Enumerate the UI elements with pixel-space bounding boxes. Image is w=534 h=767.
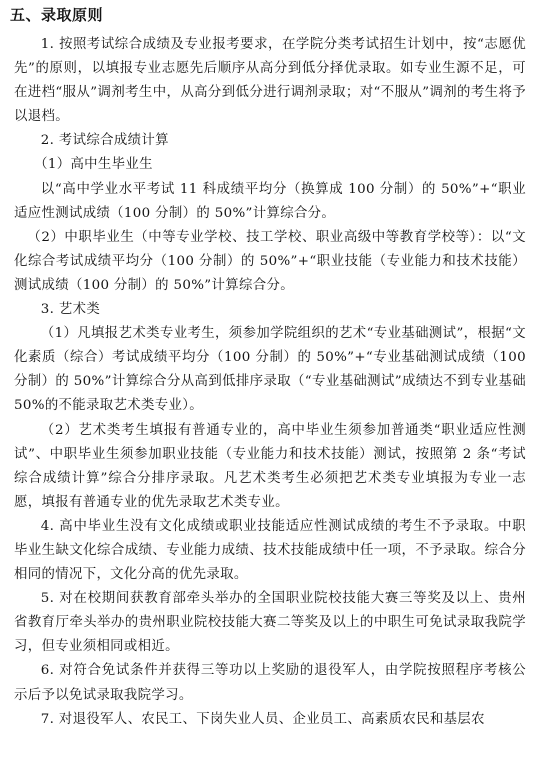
section-body <box>14 33 526 732</box>
paragraph-rule-3-2: （2）艺术类考生填报有普通专业的，高中毕业生须参加普通类“职业适应性测试”、中职毕业生须参加职业技能（专业能力和技术技能）测试，按照第 2 条“考试综合成绩计算”综合分排序录取。凡艺术类考生必须把艺术类专业填报为专业一志愿，填报有普通专业的优先录取艺术类专业。 <box>14 422 526 510</box>
paragraph-rule-4: 4. 高中毕业生没有文化成绩或职业技能适应性测试成绩的考生不予录取。中职毕业生缺文化综合成绩、专业能力成绩、技术技能成绩中任一项，不予录取。综合分相同的情况下，文化分高的优先录取。 <box>14 518 526 583</box>
paragraph-rule-3-heading: 3. 艺术类 <box>40 302 101 318</box>
section-title: 五、录取原则 <box>10 6 104 24</box>
paragraph-rule-2-1-text: 以“高中学业水平考试 11 科成绩平均分（换算成 100 分制）的 50%”+“职业适应性测试成绩（100 分制）的 50%”计算综合分。 <box>14 181 526 221</box>
paragraph-rule-2-heading: 2. 考试综合成绩计算 <box>40 133 169 149</box>
paragraph-rule-5: 5. 对在校期间获教育部牵头举办的全国职业院校技能大赛三等奖及以上、贵州省教育厅牵头举办的贵州职业院校技能大赛二等奖及以上的中职生可免试录取我院学习，但专业须相同或相近。 <box>14 591 526 655</box>
paragraph-rule-2-2: （2）中职毕业生（中等专业学校、技工学校、职业高级中等教育学校等）：以“文化综合考试成绩平均分（100 分制）的 50%”+“职业技能（专业能力和技术技能）测试成绩（100 分制）的 50%”计算综合分。 <box>14 229 526 293</box>
paragraph-rule-7: 7. 对退役军人、农民工、下岗失业人员、企业员工、高素质农民和基层农 <box>40 711 485 727</box>
paragraph-rule-6: 6. 对符合免试条件并获得三等功以上奖励的退役军人，由学院按照程序考核公示后予以免试录取我院学习。 <box>14 663 526 703</box>
paragraph-rule-1: 1. 按照考试综合成绩及专业报考要求，在学院分类考试招生计划中，按“志愿优先”的原则，以填报专业志愿先后顺序从高分到低分择优录取。如专业生源不足，可在进档“服从”调剂考生中，从高分到低分进行调剂录取；对“不服从”调剂的考生将予以退档。 <box>14 37 526 125</box>
paragraph-rule-2-1-heading: （1）高中生毕业生 <box>34 157 153 173</box>
paragraph-rule-3-1: （1）凡填报艺术类专业考生，须参加学院组织的艺术“专业基础测试”，根据“文化素质（综合）考试成绩平均分（100 分制）的 50%”+“专业基础测试成绩（100 分制）的 50%”计算综合分从高到低排序录取（“专业基础测试”成绩达不到专业基础 50%的不能录取艺术类专业）。 <box>14 326 526 414</box>
